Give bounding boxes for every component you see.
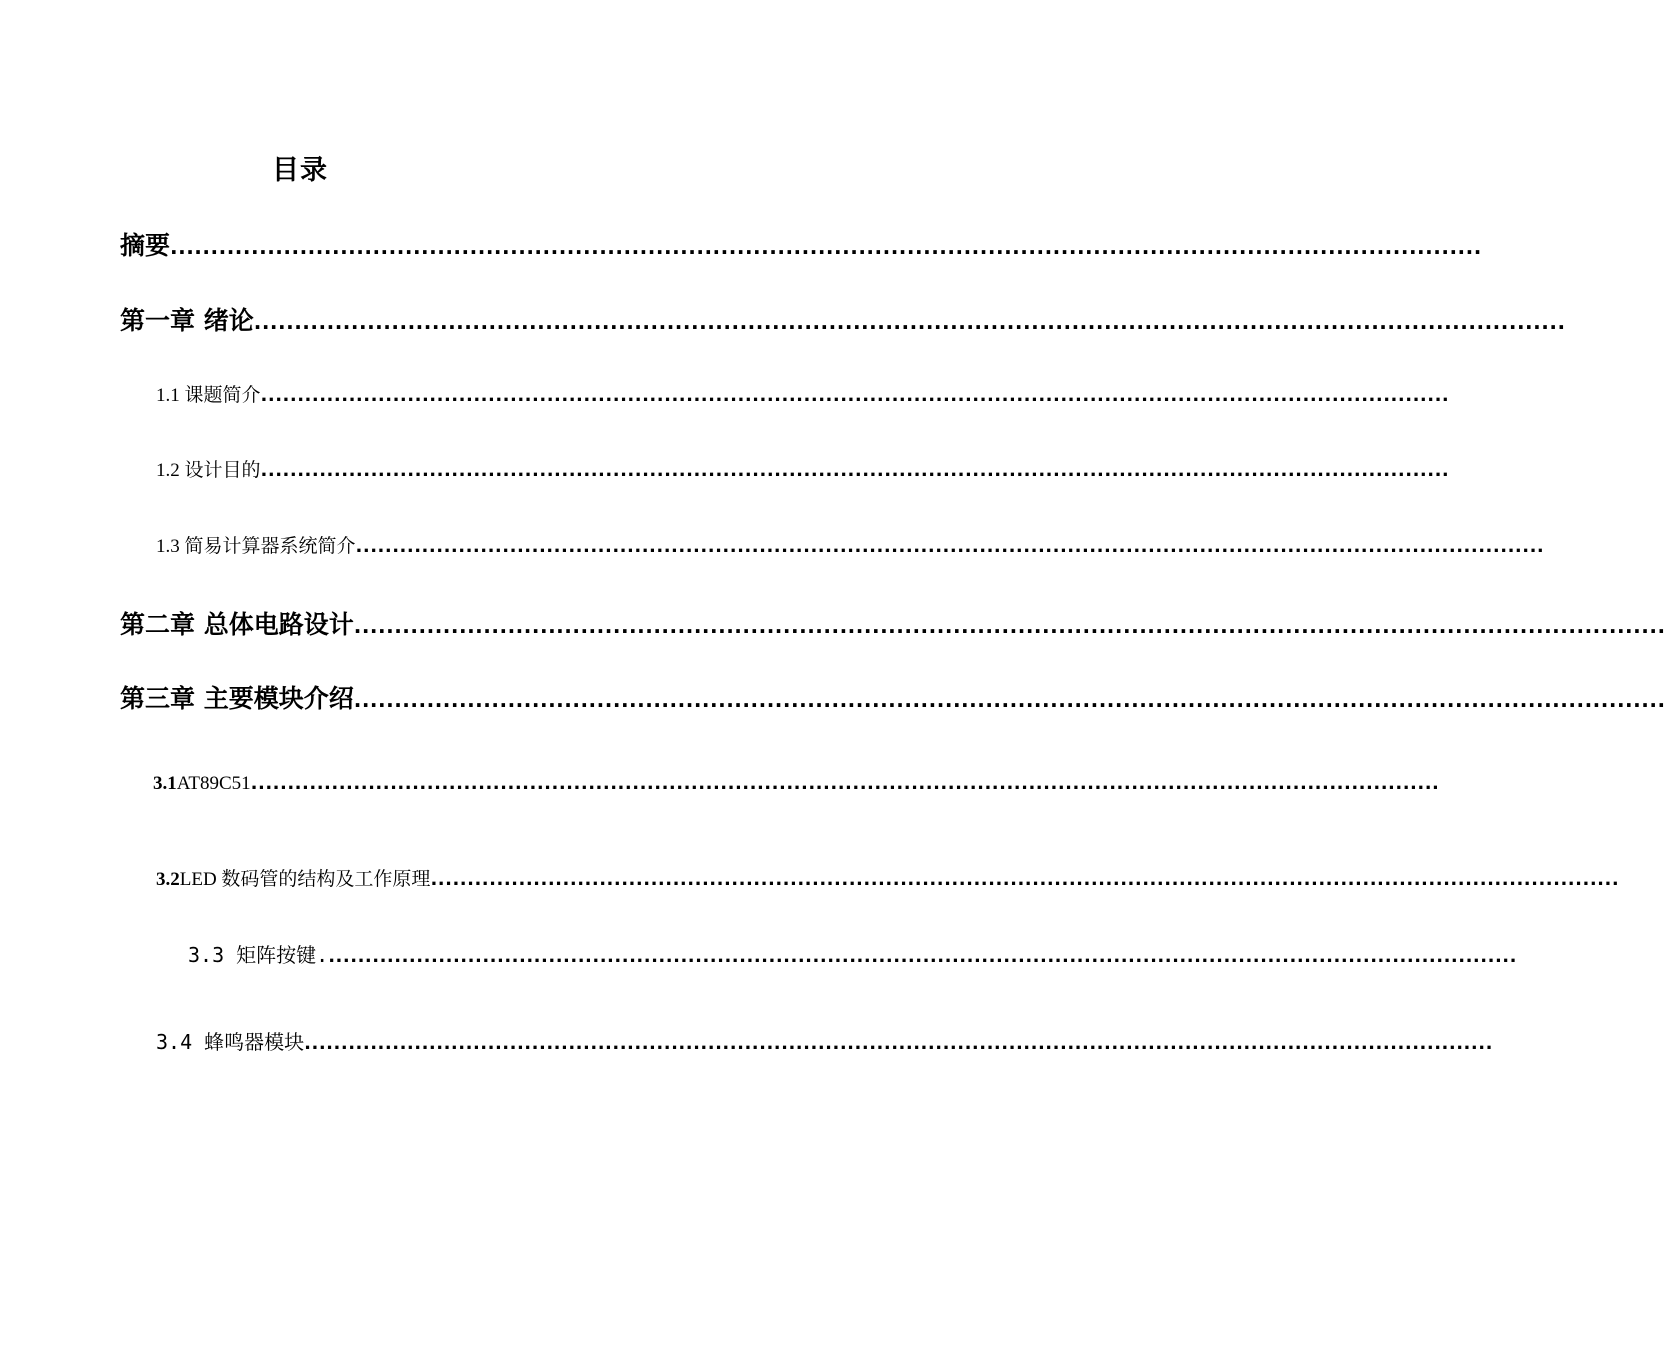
toc-entry-section-3-2[interactable] (156, 864, 1620, 894)
toc-entry-label: 第一章 绪论 (120, 306, 254, 335)
toc-entry-section-1-3[interactable] (156, 531, 1545, 561)
toc-entry-label: 1.1 课题简介 (156, 385, 261, 406)
toc-entry-label: 第三章 主要模块介绍 (120, 684, 354, 713)
toc-leader-dots: .................................................................................................................................................................. (250, 773, 1440, 794)
toc-entry-label: 1.2 设计目的 (156, 460, 261, 481)
toc-leader-dots: .................................................................................................................................................................. (170, 235, 1482, 259)
toc-entry-section-3-1[interactable] (153, 773, 1440, 803)
toc-leader-dots: .................................................................................................................................................................. (253, 310, 1566, 334)
toc-entry-chapter-1[interactable] (120, 301, 1566, 337)
toc-leader-dots: .................................................................................................................................................................. (430, 869, 1620, 890)
toc-leader-dots: .................................................................................................................................................................. (260, 385, 1450, 406)
toc-entry-label: 第二章 总体电路设计 (120, 610, 354, 639)
toc-entry-chapter-2[interactable] (120, 605, 1666, 641)
toc-entry-number: 3.1 (153, 773, 177, 794)
toc-leader-dots: .................................................................................................................................................................. (260, 460, 1450, 481)
toc-entry-label: LED 数码管的结构及工作原理 (179, 869, 431, 890)
toc-entry-label: 3.3 矩阵按键. (188, 943, 329, 967)
toc-entry-number: 3.2 (156, 869, 180, 890)
toc-entry-section-1-2[interactable] (156, 455, 1450, 485)
toc-leader-dots: .................................................................................................................................................................. (353, 688, 1666, 712)
toc-entry-section-1-1[interactable] (156, 380, 1450, 410)
toc-leader-dots: .................................................................................................................................................................. (328, 946, 1517, 967)
toc-entry-abstract[interactable] (120, 226, 1482, 262)
toc-entry-label: 1.3 简易计算器系统简介 (156, 536, 356, 557)
toc-entry-section-3-4[interactable] (156, 1026, 1493, 1056)
toc-entry-label: 摘要 (120, 231, 171, 260)
toc-entry-chapter-3[interactable] (120, 679, 1666, 715)
toc-leader-dots: .................................................................................................................................................................. (304, 1033, 1493, 1054)
toc-entry-section-3-3[interactable] (188, 939, 1517, 969)
toc-title: 目录 (272, 155, 328, 186)
toc-leader-dots: .................................................................................................................................................................. (355, 536, 1545, 557)
toc-entry-label: 3.4 蜂鸣器模块 (156, 1030, 305, 1054)
toc-leader-dots: .................................................................................................................................................................. (353, 614, 1666, 638)
toc-entry-label: AT89C51 (176, 773, 251, 794)
